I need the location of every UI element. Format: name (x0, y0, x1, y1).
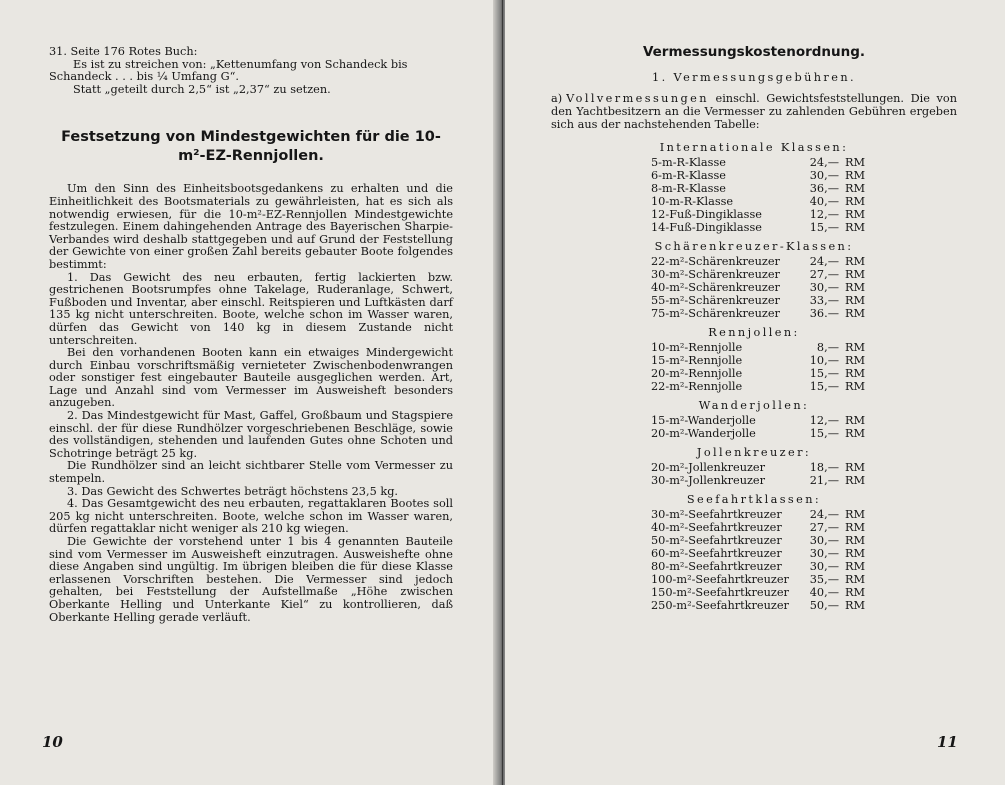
right-page (505, 0, 1005, 785)
class-name: 150-m²-Seefahrtkreuzer (651, 586, 789, 599)
fee-amount: 15,— (809, 367, 839, 380)
fee-row (651, 521, 869, 534)
fee-row (651, 169, 869, 182)
class-name: 15-m²-Wanderjolle (651, 414, 756, 427)
fee-row (651, 560, 869, 573)
erratum-line: Es ist zu streichen von: „Kettenumfang von Schandeck bis Schandeck . . . bis ¼ Umfang G“. (49, 57, 408, 84)
currency-label: RM (845, 354, 866, 367)
class-name: 6-m-R-Klasse (651, 169, 726, 182)
class-name: 20-m²-Rennjolle (651, 367, 743, 380)
currency-label: RM (845, 508, 866, 521)
fee-row (651, 534, 869, 547)
fee-section-title: Wanderjollen: (698, 399, 810, 412)
currency-label: RM (845, 195, 866, 208)
fee-section-title: Internationale Klassen: (659, 141, 849, 154)
paragraph: Die Gewichte der vorstehend unter 1 bis 4 genannten Bauteile sind vom Vermesser im Ausweisheft einzutragen. Ausweishefte ohne diese Angaben sind ungültig. Im übrigen bleiben die für diese Klasse erlassenen Vorschriften bestehen. Die Vermesser sind jedoch gehalten, bei Feststellung der Aufstellmaße „Höhe zwischen Oberkante Helling und Unterkante Kiel“ zu kontrollieren, daß Oberkante Helling gerade verläuft. (49, 535, 453, 624)
class-name: 40-m²-Seefahrtkreuzer (651, 521, 782, 534)
fee-amount: 36,— (809, 182, 839, 195)
paragraph: Bei den vorhandenen Booten kann ein etwaiges Mindergewicht durch Einbau vorschriftsmäßig vernieteter Zwischenbodenwrangen oder sonstiger fest eingebauter Bauteile ausgeglichen werden. Art, Lage und Anzahl sind vom Vermesser im Ausweisheft besonders anzugeben. (49, 346, 453, 410)
erratum-line: Statt „geteilt durch 2,5“ ist „2,37“ zu setzen. (73, 82, 331, 96)
class-name: 50-m²-Seefahrtkreuzer (651, 534, 782, 547)
fee-row (651, 573, 869, 586)
fee-amount: 40,— (809, 586, 839, 599)
fee-row (651, 461, 869, 474)
currency-label: RM (845, 461, 866, 474)
fee-rows (651, 414, 869, 440)
paragraph: 4. Das Gesamtgewicht des neu erbauten, regattaklaren Bootes soll 205 kg nicht unterschreiten. Boote, welche schon im Wasser waren, dürfen regattaklar nicht weniger als 210 kg wiegen. (49, 497, 453, 536)
fee-row (651, 414, 869, 427)
fee-row (651, 281, 869, 294)
page-number: 11 (937, 733, 958, 751)
fee-row (651, 380, 869, 393)
currency-label: RM (845, 547, 866, 560)
fee-amount: 30,— (809, 560, 839, 573)
fee-amount: 21,— (809, 474, 839, 487)
fee-row (651, 221, 869, 234)
intro-text: einschl. Gewichtsfeststellungen. Die von den Yachtbesitzern an die Vermesser zu zahlenden Gebühren ergeben sich aus der nachstehenden Tabelle: (551, 92, 957, 131)
fee-amount: 15,— (809, 380, 839, 393)
fee-rows (651, 341, 869, 393)
fee-amount: 35,— (809, 573, 839, 586)
left-page (0, 0, 500, 785)
fee-section-title: Jollenkreuzer: (696, 446, 812, 459)
class-name: 12-Fuß-Dingiklasse (651, 208, 762, 221)
class-name: 5-m-R-Klasse (651, 156, 726, 169)
fee-row (651, 586, 869, 599)
fee-row (651, 208, 869, 221)
fee-amount: 30,— (809, 547, 839, 560)
class-name: 22-m²-Schärenkreuzer (651, 255, 780, 268)
currency-label: RM (845, 427, 866, 440)
fee-section-title: Schärenkreuzer-Klassen: (654, 240, 854, 253)
fee-row (651, 354, 869, 367)
paragraph: Um den Sinn des Einheitsbootsgedankens zu erhalten und die Einheitlichkeit des Bootsmaterials zu gewährleisten, hat es sich als notwendig erwiesen, für die 10-m²-EZ-Rennjollen Mindestgewichte festzulegen. Einem dahingehenden Antrage des Bayerischen Sharpie-Verbandes wird deshalb stattgegeben und auf Grund der Feststellung der Gewichte von einer großen Zahl bereits gebauter Boote folgendes bestimmt: (49, 182, 453, 271)
fee-amount: 12,— (809, 208, 839, 221)
fee-row (651, 255, 869, 268)
paragraph: 2. Das Mindestgewicht für Mast, Gaffel, Großbaum und Stagspiere einschl. der für diese Rundhölzer vorgeschriebenen Beschläge, sowie des vollständigen, stehenden und laufenden Gutes ohne Schoten und Schotringe beträgt 25 kg. (49, 409, 453, 460)
fee-row (651, 307, 869, 320)
currency-label: RM (845, 307, 866, 320)
class-name: 100-m²-Seefahrtkreuzer (651, 573, 789, 586)
currency-label: RM (845, 380, 866, 393)
fee-amount: 27,— (809, 521, 839, 534)
fee-row (651, 341, 869, 354)
intro-paragraph (551, 92, 957, 131)
fee-row (651, 547, 869, 560)
class-name: 75-m²-Schärenkreuzer (651, 307, 780, 320)
class-name: 40-m²-Schärenkreuzer (651, 281, 780, 294)
fee-rows (651, 461, 869, 487)
fee-amount: 24,— (809, 255, 839, 268)
paragraph: 1. Das Gewicht des neu erbauten, fertig lackierten bzw. gestrichenen Bootsrumpfes ohne Takelage, Ruderanlage, Schwert, Fußboden und Inventar, aber einschl. Reitspieren und Luftkästen darf 135 kg nicht unterschreiten. Boote, welche schon im Wasser waren, dürfen das Gewicht von 140 kg in diesem Zustande nicht unterschreiten. (49, 270, 453, 347)
fee-section (551, 399, 957, 440)
intro-label: a) (551, 92, 563, 105)
fee-amount: 24,— (809, 508, 839, 521)
class-name: 30-m²-Seefahrtkreuzer (651, 508, 782, 521)
fee-section (551, 493, 957, 612)
fee-amount: 30,— (809, 169, 839, 182)
fee-amount: 33,— (809, 294, 839, 307)
currency-label: RM (845, 534, 866, 547)
fee-rows (651, 156, 869, 234)
currency-label: RM (845, 268, 866, 281)
currency-label: RM (845, 573, 866, 586)
fee-amount: 40,— (809, 195, 839, 208)
currency-label: RM (845, 586, 866, 599)
erratum-block (49, 46, 453, 96)
class-name: 20-m²-Wanderjolle (651, 427, 756, 440)
fee-row (651, 268, 869, 281)
fee-row (651, 195, 869, 208)
currency-label: RM (845, 521, 866, 534)
class-name: 30-m²-Schärenkreuzer (651, 268, 780, 281)
fee-amount: 10,— (809, 354, 839, 367)
currency-label: RM (845, 156, 866, 169)
page-title: Vermessungskostenordnung. (642, 44, 866, 60)
fee-section (551, 446, 957, 487)
fee-amount: 18,— (809, 461, 839, 474)
currency-label: RM (845, 560, 866, 573)
fee-row (651, 474, 869, 487)
fee-amount: 15,— (809, 221, 839, 234)
class-name: 15-m²-Rennjolle (651, 354, 743, 367)
currency-label: RM (845, 281, 866, 294)
fee-row (651, 599, 869, 612)
currency-label: RM (845, 221, 866, 234)
currency-label: RM (845, 341, 866, 354)
currency-label: RM (845, 414, 866, 427)
fee-row (651, 367, 869, 380)
intro-lead: Vollvermessungen (566, 92, 709, 105)
fee-row (651, 294, 869, 307)
class-name: 14-Fuß-Dingiklasse (651, 221, 762, 234)
fee-amount: 50,— (809, 599, 839, 612)
fee-amount: 36.— (809, 307, 839, 320)
fee-rows (651, 255, 869, 320)
class-name: 20-m²-Jollenkreuzer (651, 461, 766, 474)
currency-label: RM (845, 367, 866, 380)
fee-section-title: Rennjollen: (708, 326, 800, 339)
currency-label: RM (845, 208, 866, 221)
fee-amount: 30,— (809, 281, 839, 294)
class-name: 60-m²-Seefahrtkreuzer (651, 547, 782, 560)
left-page-text (49, 46, 453, 624)
paragraph: 3. Das Gewicht des Schwertes beträgt höchstens 23,5 kg. (67, 484, 399, 498)
class-name: 55-m²-Schärenkreuzer (651, 294, 780, 307)
currency-label: RM (845, 294, 866, 307)
fee-amount: 24,— (809, 156, 839, 169)
fee-amount: 8,— (816, 341, 839, 354)
fee-row (651, 156, 869, 169)
class-name: 10-m-R-Klasse (651, 195, 734, 208)
currency-label: RM (845, 169, 866, 182)
page-number: 10 (42, 733, 63, 751)
currency-label: RM (845, 255, 866, 268)
fee-rows (651, 508, 869, 612)
class-name: 8-m-R-Klasse (651, 182, 726, 195)
fee-amount: 15,— (809, 427, 839, 440)
fee-amount: 30,— (809, 534, 839, 547)
currency-label: RM (845, 599, 866, 612)
fee-section (551, 141, 957, 234)
subheading: 1. Vermessungsgebühren. (651, 71, 856, 84)
right-page-text (551, 46, 957, 618)
fee-section-title: Seefahrtklassen: (686, 493, 822, 506)
fee-section (551, 240, 957, 320)
fee-row (651, 508, 869, 521)
fee-amount: 12,— (809, 414, 839, 427)
fee-row (651, 182, 869, 195)
fee-section (551, 326, 957, 393)
class-name: 250-m²-Seefahrtkreuzer (651, 599, 789, 612)
fee-row (651, 427, 869, 440)
erratum-line: 31. Seite 176 Rotes Buch: (49, 45, 198, 58)
paragraph: Die Rundhölzer sind an leicht sichtbarer Stelle vom Vermesser zu stempeln. (49, 459, 453, 486)
class-name: 30-m²-Jollenkreuzer (651, 474, 766, 487)
class-name: 80-m²-Seefahrtkreuzer (651, 560, 782, 573)
class-name: 22-m²-Rennjolle (651, 380, 743, 393)
currency-label: RM (845, 474, 866, 487)
fee-table (551, 141, 957, 612)
section-heading: Festsetzung von Mindestgewichten für die 10-m²-EZ-Rennjollen. (61, 129, 441, 165)
currency-label: RM (845, 182, 866, 195)
fee-amount: 27,— (809, 268, 839, 281)
class-name: 10-m²-Rennjolle (651, 341, 743, 354)
